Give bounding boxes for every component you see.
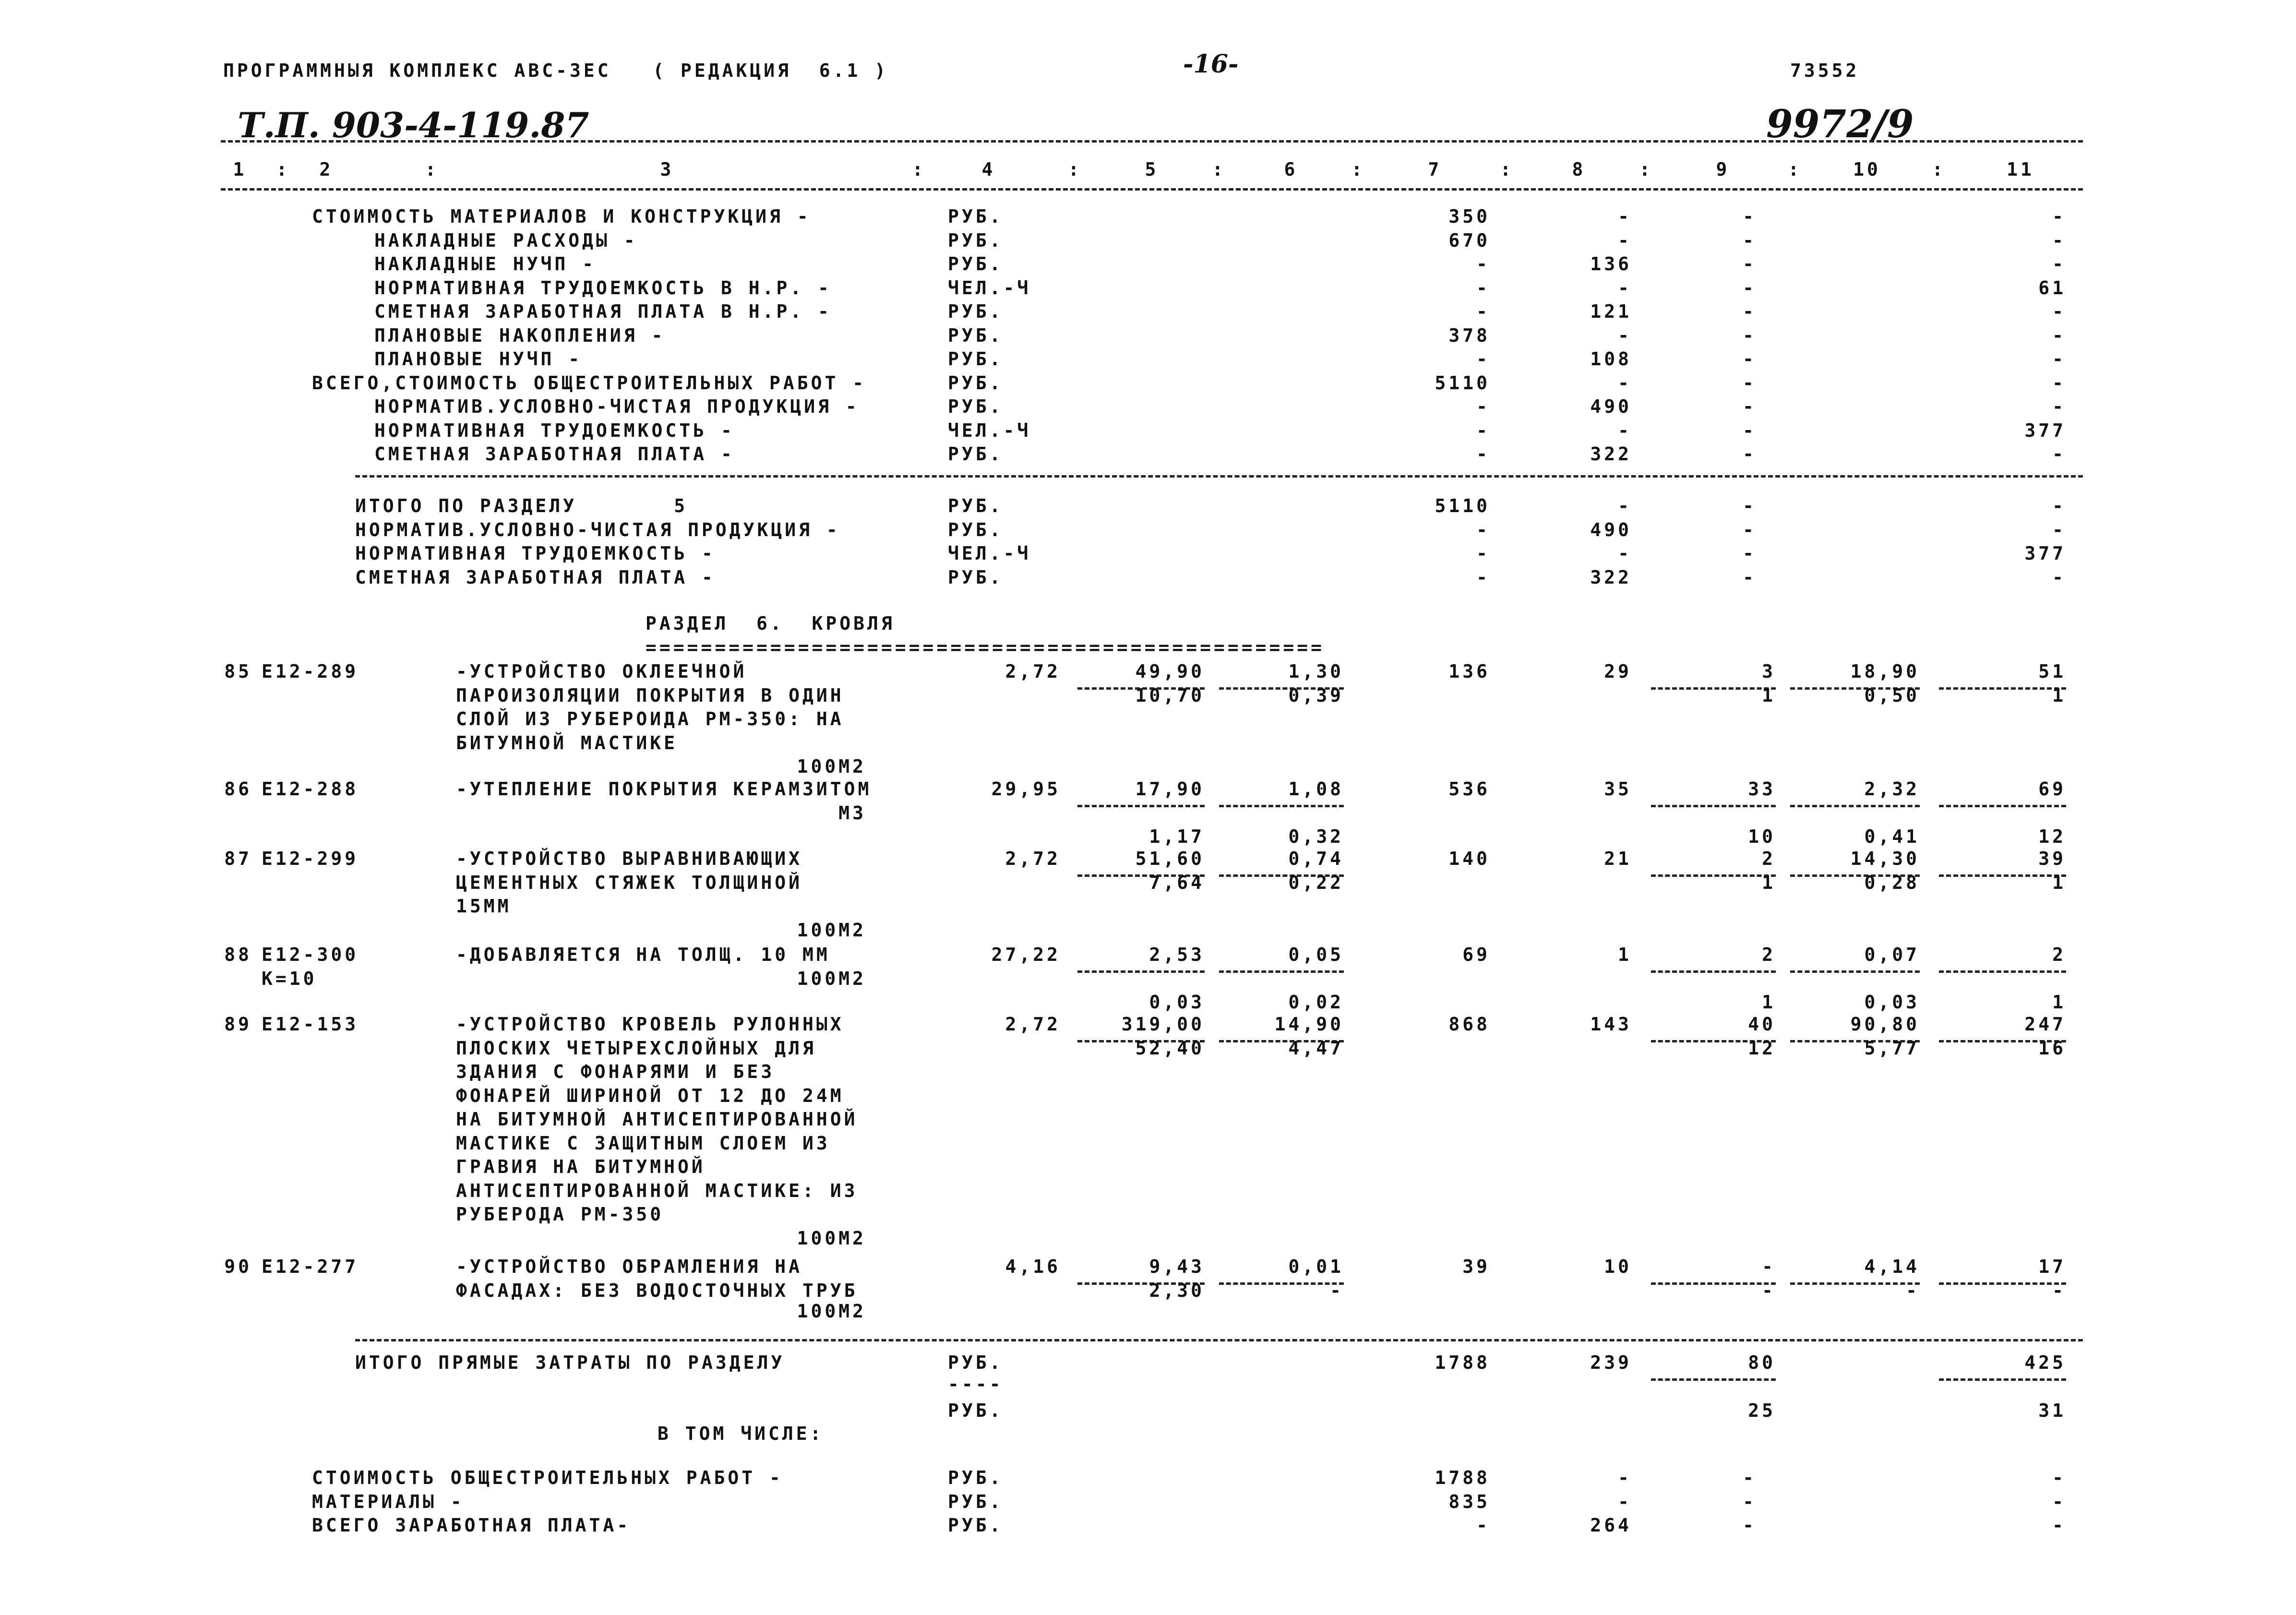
section-total-c9: - bbox=[1743, 566, 1757, 588]
column-separator: : bbox=[425, 159, 439, 180]
item-divider-c9 bbox=[1651, 1282, 1776, 1285]
item-quantity: 29,95 bbox=[991, 778, 1061, 800]
direct-costs-c8: 239 bbox=[1590, 1352, 1632, 1373]
item-divider-c9 bbox=[1651, 805, 1776, 807]
column-number: 3 bbox=[660, 159, 674, 180]
column-number: 9 bbox=[1716, 159, 1730, 180]
column-number: 4 bbox=[981, 159, 996, 180]
column-separator: : bbox=[1068, 159, 1082, 180]
summary-row-c11: - bbox=[2052, 443, 2066, 465]
breakdown-c11: - bbox=[2052, 1491, 2066, 1512]
section-total-c7: - bbox=[1476, 566, 1490, 588]
item-c5: 49,90 bbox=[1135, 661, 1205, 682]
summary-row-c9: - bbox=[1743, 348, 1757, 370]
summary-row-unit: РУБ. bbox=[948, 348, 1004, 370]
item-description-line: ЗДАНИЯ С ФОНАРЯМИ И БЕЗ bbox=[456, 1061, 775, 1082]
document-number: 73552 bbox=[1790, 60, 1860, 81]
item-c9-second: 1 bbox=[1762, 684, 1776, 706]
item-description-line: ПЛОСКИХ ЧЕТЫРЕХСЛОЙНЫХ ДЛЯ bbox=[456, 1037, 816, 1059]
summary-row-c8: 121 bbox=[1590, 301, 1632, 322]
item-c9: 3 bbox=[1762, 661, 1776, 682]
sheet-code: 9972/9 bbox=[1766, 101, 1914, 146]
item-divider-c5 bbox=[1077, 805, 1205, 807]
section-total-name: ИТОГО ПО РАЗДЕЛУ 5 bbox=[355, 495, 688, 516]
section-total-name: НОРМАТИВ.УСЛОВНО-ЧИСТАЯ ПРОДУКЦИЯ - bbox=[355, 519, 840, 540]
column-number: 5 bbox=[1145, 159, 1159, 180]
section-total-c9: - bbox=[1743, 519, 1757, 540]
summary-row-c8: - bbox=[1618, 324, 1632, 346]
item-c7: 69 bbox=[1462, 944, 1490, 965]
summary-row-c9: - bbox=[1743, 372, 1757, 394]
item-divider-c6 bbox=[1219, 1282, 1344, 1285]
column-number: 8 bbox=[1572, 159, 1586, 180]
item-c11-second: - bbox=[2052, 1280, 2066, 1301]
item-unit: 100М2 bbox=[797, 756, 866, 777]
summary-row-c9: - bbox=[1743, 253, 1757, 275]
breakdown-name: ВСЕГО ЗАРАБОТНАЯ ПЛАТА- bbox=[312, 1515, 631, 1536]
summary-row-unit: РУБ. bbox=[948, 206, 1004, 227]
item-c9: 2 bbox=[1762, 944, 1776, 965]
item-c9: 33 bbox=[1748, 778, 1776, 800]
item-c5: 2,53 bbox=[1149, 944, 1205, 965]
summary-row-c8: - bbox=[1618, 419, 1632, 441]
item-number: 88 bbox=[224, 944, 252, 965]
item-c10: 2,32 bbox=[1864, 778, 1920, 800]
item-c10-second: 0,50 bbox=[1864, 684, 1920, 706]
item-c10-second: 0,28 bbox=[1864, 872, 1920, 893]
item-divider-c10 bbox=[1790, 1282, 1920, 1285]
item-code: Е12-289 bbox=[262, 661, 359, 682]
item-divider-c11 bbox=[1939, 805, 2066, 807]
summary-row-name: СТОИМОСТЬ МАТЕРИАЛОВ И КОНСТРУКЦИЯ - bbox=[312, 206, 811, 227]
item-c9: 2 bbox=[1762, 848, 1776, 869]
item-unit: М3 bbox=[838, 802, 866, 824]
item-c9-second: 10 bbox=[1748, 826, 1776, 847]
item-description-line: ГРАВИЯ НА БИТУМНОЙ bbox=[456, 1156, 706, 1177]
header-rule-top bbox=[221, 140, 2083, 143]
item-c6-second: 0,02 bbox=[1288, 992, 1344, 1013]
direct-costs-c9: 80 bbox=[1748, 1352, 1776, 1373]
breakdown-unit: РУБ. bbox=[948, 1515, 1004, 1536]
item-code: Е12-300 bbox=[262, 944, 359, 965]
project-code: Т.П. 903-4-119.87 bbox=[238, 105, 589, 145]
column-number: 10 bbox=[1853, 159, 1881, 180]
column-number: 7 bbox=[1428, 159, 1442, 180]
item-c11: 2 bbox=[2052, 944, 2066, 965]
summary-row-unit: РУБ. bbox=[948, 372, 1004, 394]
item-number: 86 bbox=[224, 778, 252, 800]
summary-row-c7: - bbox=[1476, 443, 1490, 465]
item-c6: 1,08 bbox=[1288, 778, 1344, 800]
item-c5-second: 0,03 bbox=[1149, 992, 1205, 1013]
item-c10: 90,80 bbox=[1850, 1014, 1920, 1035]
summary-row-name: СМЕТНАЯ ЗАРАБОТНАЯ ПЛАТА - bbox=[374, 443, 735, 465]
breakdown-name: МАТЕРИАЛЫ - bbox=[312, 1491, 465, 1512]
summary-row-name: СМЕТНАЯ ЗАРАБОТНАЯ ПЛАТА В Н.Р. - bbox=[374, 301, 832, 322]
direct-costs-c9-second: 25 bbox=[1748, 1400, 1776, 1421]
item-c10-second: 0,03 bbox=[1864, 992, 1920, 1013]
summary-row-c9: - bbox=[1743, 396, 1757, 417]
breakdown-c9: - bbox=[1743, 1515, 1757, 1536]
item-description-line: -УТЕПЛЕНИЕ ПОКРЫТИЯ КЕРАМЗИТОМ bbox=[456, 778, 872, 800]
item-c9: - bbox=[1762, 1256, 1776, 1277]
breakdown-unit: РУБ. bbox=[948, 1467, 1004, 1488]
column-separator: : bbox=[1351, 159, 1365, 180]
item-description-line: -УСТРОЙСТВО КРОВЕЛЬ РУЛОННЫХ bbox=[456, 1014, 844, 1035]
summary-row-c11: 61 bbox=[2038, 277, 2066, 299]
summary-row-c8: - bbox=[1618, 277, 1632, 299]
item-c11: 51 bbox=[2038, 661, 2066, 682]
item-description-line: -ДОБАВЛЯЕТСЯ НА ТОЛЩ. 10 ММ bbox=[456, 944, 830, 965]
section-total-c8: 322 bbox=[1590, 566, 1632, 588]
item-c5-second: 1,17 bbox=[1149, 826, 1205, 847]
summary-row-c8: - bbox=[1618, 206, 1632, 227]
summary-row-c11: - bbox=[2052, 301, 2066, 322]
item-divider-c9 bbox=[1651, 687, 1776, 690]
summary-row-c8: 108 bbox=[1590, 348, 1632, 370]
summary-row-unit: РУБ. bbox=[948, 324, 1004, 346]
direct-costs-c11-second: 31 bbox=[2038, 1400, 2066, 1421]
summary-row-c11: - bbox=[2052, 372, 2066, 394]
column-number: 1 bbox=[233, 159, 247, 180]
summary-row-c9: - bbox=[1743, 206, 1757, 227]
item-code: Е12-277 bbox=[262, 1256, 359, 1277]
item-number: 89 bbox=[224, 1014, 252, 1035]
summary-row-c8: 136 bbox=[1590, 253, 1632, 275]
item-description-line: ФАСАДАХ: БЕЗ ВОДОСТОЧНЫХ ТРУБ bbox=[456, 1280, 858, 1301]
summary-row-name: ПЛАНОВЫЕ НАКОПЛЕНИЯ - bbox=[374, 324, 666, 346]
direct-costs-c7: 1788 bbox=[1435, 1352, 1490, 1373]
item-c6: 0,01 bbox=[1288, 1256, 1344, 1277]
item-description-line: БИТУМНОЙ МАСТИКЕ bbox=[456, 732, 678, 754]
summary-row-unit: РУБ. bbox=[948, 396, 1004, 417]
breakdown-c11: - bbox=[2052, 1515, 2066, 1536]
summary-row-unit: РУБ. bbox=[948, 253, 1004, 275]
column-separator: : bbox=[1639, 159, 1653, 180]
section-total-c9: - bbox=[1743, 495, 1757, 516]
item-description-line: РУБЕРОДА РМ-350 bbox=[456, 1204, 664, 1225]
summary-row-unit: ЧЕЛ.-Ч bbox=[948, 277, 1031, 299]
item-number: 87 bbox=[224, 848, 252, 869]
page-number: -16- bbox=[1183, 49, 1239, 79]
item-c6: 1,30 bbox=[1288, 661, 1344, 682]
column-number: 11 bbox=[2007, 159, 2034, 180]
summary-row-c7: - bbox=[1476, 396, 1490, 417]
item-c5: 17,90 bbox=[1135, 778, 1205, 800]
item-unit: 100М2 bbox=[797, 1227, 866, 1249]
column-number: 2 bbox=[319, 159, 334, 180]
item-description-line: АНТИСЕПТИРОВАННОЙ МАСТИКЕ: ИЗ bbox=[456, 1180, 858, 1201]
summary-row-c7: 378 bbox=[1448, 324, 1490, 346]
item-unit: 100М2 bbox=[797, 1301, 866, 1322]
section-total-c8: 490 bbox=[1590, 519, 1632, 540]
summary-row-c7: - bbox=[1476, 253, 1490, 275]
section-total-c9: - bbox=[1743, 543, 1757, 564]
summary-row-c11: - bbox=[2052, 253, 2066, 275]
item-c6-second: 4,47 bbox=[1288, 1037, 1344, 1059]
item-c8: 35 bbox=[1604, 778, 1632, 800]
section-title-underline: ================================================= bbox=[646, 637, 1325, 658]
summary-row-c11: - bbox=[2052, 229, 2066, 251]
summary-row-c11: - bbox=[2052, 396, 2066, 417]
section-total-unit: РУБ. bbox=[948, 519, 1004, 540]
item-c9-second: 1 bbox=[1762, 992, 1776, 1013]
summary-row-c11: - bbox=[2052, 348, 2066, 370]
item-description-line: МАСТИКЕ С ЗАЩИТНЫМ СЛОЕМ ИЗ bbox=[456, 1132, 830, 1154]
item-c6: 14,90 bbox=[1274, 1014, 1344, 1035]
summary-row-name: ВСЕГО,СТОИМОСТЬ ОБЩЕСТРОИТЕЛЬНЫХ РАБОТ - bbox=[312, 372, 867, 394]
item-c5-second: 2,30 bbox=[1149, 1280, 1205, 1301]
breakdown-unit: РУБ. bbox=[948, 1491, 1004, 1512]
item-c11: 17 bbox=[2038, 1256, 2066, 1277]
section-total-c11: 377 bbox=[2024, 543, 2066, 564]
summary-row-c8: - bbox=[1618, 372, 1632, 394]
column-separator: : bbox=[276, 159, 290, 180]
summary-row-c9: - bbox=[1743, 229, 1757, 251]
item-c11-second: 12 bbox=[2038, 826, 2066, 847]
column-separator: : bbox=[1932, 159, 1946, 180]
direct-costs-divider-c11 bbox=[1939, 1378, 2066, 1381]
item-description-line: -УСТРОЙСТВО ОКЛЕЕЧНОЙ bbox=[456, 661, 747, 682]
item-code-factor: К=10 bbox=[262, 968, 317, 989]
direct-costs-unit-dash: ---- bbox=[948, 1374, 1004, 1395]
summary-row-name: НОРМАТИВ.УСЛОВНО-ЧИСТАЯ ПРОДУКЦИЯ - bbox=[374, 396, 860, 417]
item-c8: 143 bbox=[1590, 1014, 1632, 1035]
item-c10-second: 0,41 bbox=[1864, 826, 1920, 847]
summary-row-c11: - bbox=[2052, 324, 2066, 346]
item-c7: 136 bbox=[1448, 661, 1490, 682]
breakdown-c7: 1788 bbox=[1435, 1467, 1490, 1488]
item-c8: 29 bbox=[1604, 661, 1632, 682]
item-divider-c11 bbox=[1939, 687, 2066, 690]
summary-row-c8: 322 bbox=[1590, 443, 1632, 465]
item-divider-c5 bbox=[1077, 970, 1205, 973]
summary-row-name: ПЛАНОВЫЕ НУЧП - bbox=[374, 348, 583, 370]
item-c5-second: 52,40 bbox=[1135, 1037, 1205, 1059]
item-description-line: -УСТРОЙСТВО ОБРАМЛЕНИЯ НА bbox=[456, 1256, 802, 1277]
summary-row-c7: 5110 bbox=[1435, 372, 1490, 394]
section-total-c11: - bbox=[2052, 519, 2066, 540]
item-quantity: 2,72 bbox=[1005, 848, 1061, 869]
item-c8: 1 bbox=[1618, 944, 1632, 965]
direct-costs-c11: 425 bbox=[2024, 1352, 2066, 1373]
summary-row-c7: - bbox=[1476, 348, 1490, 370]
item-c6-second: 0,22 bbox=[1288, 872, 1344, 893]
section-total-c7: - bbox=[1476, 543, 1490, 564]
column-number: 6 bbox=[1284, 159, 1298, 180]
column-separator: : bbox=[1500, 159, 1514, 180]
item-c6-second: 0,32 bbox=[1288, 826, 1344, 847]
item-quantity: 27,22 bbox=[991, 944, 1061, 965]
item-c9-second: - bbox=[1762, 1280, 1776, 1301]
summary-row-c9: - bbox=[1743, 443, 1757, 465]
item-c11-second: 1 bbox=[2052, 992, 2066, 1013]
item-divider-c11 bbox=[1939, 874, 2066, 877]
item-description-line: НА БИТУМНОЙ АНТИСЕПТИРОВАННОЙ bbox=[456, 1109, 858, 1130]
item-c10-second: 5,77 bbox=[1864, 1037, 1920, 1059]
summary-row-unit: ЧЕЛ.-Ч bbox=[948, 419, 1031, 441]
summary-row-unit: РУБ. bbox=[948, 443, 1004, 465]
item-c10: 14,30 bbox=[1850, 848, 1920, 869]
item-description-line: ЦЕМЕНТНЫХ СТЯЖЕК ТОЛЩИНОЙ bbox=[456, 872, 802, 893]
item-c10: 18,90 bbox=[1850, 661, 1920, 682]
item-description-line: СЛОЙ ИЗ РУБЕРОИДА РМ-350: НА bbox=[456, 708, 844, 730]
item-number: 85 bbox=[224, 661, 252, 682]
breakdown-c9: - bbox=[1743, 1467, 1757, 1488]
item-divider-c9 bbox=[1651, 970, 1776, 973]
item-divider-c10 bbox=[1790, 805, 1920, 807]
section-total-c7: - bbox=[1476, 519, 1490, 540]
section-rule bbox=[355, 1339, 2083, 1341]
item-quantity: 2,72 bbox=[1005, 1014, 1061, 1035]
item-c5-second: 7,64 bbox=[1149, 872, 1205, 893]
column-separator: : bbox=[912, 159, 926, 180]
summary-row-c8: - bbox=[1618, 229, 1632, 251]
section-total-unit: РУБ. bbox=[948, 566, 1004, 588]
summary-row-c9: - bbox=[1743, 277, 1757, 299]
direct-costs-unit: РУБ. bbox=[948, 1352, 1004, 1373]
item-c11: 247 bbox=[2024, 1014, 2066, 1035]
section-rule bbox=[355, 475, 2083, 478]
item-c7: 868 bbox=[1448, 1014, 1490, 1035]
item-divider-c6 bbox=[1219, 805, 1344, 807]
summary-row-name: НАКЛАДНЫЕ НУЧП - bbox=[374, 253, 597, 275]
item-description-line: ПАРОИЗОЛЯЦИИ ПОКРЫТИЯ В ОДИН bbox=[456, 684, 844, 706]
summary-row-name: НАКЛАДНЫЕ РАСХОДЫ - bbox=[374, 229, 638, 251]
breakdown-c7: 835 bbox=[1448, 1491, 1490, 1512]
program-header: ПРОГРАММНЫЯ КОМПЛЕКС АВС-ЗЕС ( РЕДАКЦИЯ 6.1 ) bbox=[223, 60, 889, 81]
section-total-name: СМЕТНАЯ ЗАРАБОТНАЯ ПЛАТА - bbox=[355, 566, 716, 588]
section-total-c8: - bbox=[1618, 543, 1632, 564]
summary-row-unit: РУБ. bbox=[948, 301, 1004, 322]
breakdown-c7: - bbox=[1476, 1515, 1490, 1536]
item-c6-second: 0,39 bbox=[1288, 684, 1344, 706]
item-code: Е12-299 bbox=[262, 848, 359, 869]
summary-row-c7: - bbox=[1476, 419, 1490, 441]
item-c6: 0,05 bbox=[1288, 944, 1344, 965]
item-c7: 536 bbox=[1448, 778, 1490, 800]
item-c11-second: 1 bbox=[2052, 872, 2066, 893]
item-c10-second: - bbox=[1906, 1280, 1920, 1301]
section-total-c11: - bbox=[2052, 495, 2066, 516]
item-description-line: ФОНАРЕЙ ШИРИНОЙ ОТ 12 ДО 24М bbox=[456, 1085, 844, 1106]
header-rule-bottom bbox=[221, 188, 2083, 191]
item-c9-second: 12 bbox=[1748, 1037, 1776, 1059]
item-c9: 40 bbox=[1748, 1014, 1776, 1035]
item-c10: 0,07 bbox=[1864, 944, 1920, 965]
item-c7: 39 bbox=[1462, 1256, 1490, 1277]
section-total-c7: 5110 bbox=[1435, 495, 1490, 516]
direct-costs-divider-c9 bbox=[1651, 1378, 1776, 1381]
item-divider-c11 bbox=[1939, 970, 2066, 973]
section-total-c11: - bbox=[2052, 566, 2066, 588]
item-c9-second: 1 bbox=[1762, 872, 1776, 893]
breakdown-c9: - bbox=[1743, 1491, 1757, 1512]
summary-row-name: НОРМАТИВНАЯ ТРУДОЕМКОСТЬ - bbox=[374, 419, 735, 441]
summary-row-c9: - bbox=[1743, 301, 1757, 322]
direct-costs-unit-second: РУБ. bbox=[948, 1400, 1004, 1421]
item-quantity: 2,72 bbox=[1005, 661, 1061, 682]
item-divider-c6 bbox=[1219, 970, 1344, 973]
direct-costs-title: ИТОГО ПРЯМЫЕ ЗАТРАТЫ ПО РАЗДЕЛУ bbox=[355, 1352, 785, 1373]
item-c5: 51,60 bbox=[1135, 848, 1205, 869]
breakdown-c11: - bbox=[2052, 1467, 2066, 1488]
breakdown-c8: - bbox=[1618, 1467, 1632, 1488]
item-code: Е12-288 bbox=[262, 778, 359, 800]
including-label: В ТОМ ЧИСЛЕ: bbox=[658, 1423, 824, 1444]
item-c11-second: 1 bbox=[2052, 684, 2066, 706]
summary-row-name: НОРМАТИВНАЯ ТРУДОЕМКОСТЬ В Н.Р. - bbox=[374, 277, 832, 299]
item-description-line: -УСТРОЙСТВО ВЫРАВНИВАЮЩИХ bbox=[456, 848, 802, 869]
breakdown-c8: - bbox=[1618, 1491, 1632, 1512]
column-separator: : bbox=[1788, 159, 1802, 180]
item-c6: 0,74 bbox=[1288, 848, 1344, 869]
item-c8: 21 bbox=[1604, 848, 1632, 869]
summary-row-c9: - bbox=[1743, 419, 1757, 441]
item-divider-c10 bbox=[1790, 970, 1920, 973]
summary-row-c11: - bbox=[2052, 206, 2066, 227]
item-divider-c11 bbox=[1939, 1282, 2066, 1285]
item-code: Е12-153 bbox=[262, 1014, 359, 1035]
summary-row-c11: 377 bbox=[2024, 419, 2066, 441]
section-title: РАЗДЕЛ 6. КРОВЛЯ bbox=[646, 613, 895, 634]
section-total-name: НОРМАТИВНАЯ ТРУДОЕМКОСТЬ - bbox=[355, 543, 716, 564]
item-c8: 10 bbox=[1604, 1256, 1632, 1277]
item-c5-second: 10,70 bbox=[1135, 684, 1205, 706]
item-unit: 100М2 bbox=[797, 968, 866, 989]
item-c11-second: 16 bbox=[2038, 1037, 2066, 1059]
item-c10: 4,14 bbox=[1864, 1256, 1920, 1277]
section-total-unit: РУБ. bbox=[948, 495, 1004, 516]
item-c11: 39 bbox=[2038, 848, 2066, 869]
item-divider-c9 bbox=[1651, 874, 1776, 877]
breakdown-c8: 264 bbox=[1590, 1515, 1632, 1536]
item-quantity: 4,16 bbox=[1005, 1256, 1061, 1277]
summary-row-c7: 350 bbox=[1448, 206, 1490, 227]
summary-row-c7: - bbox=[1476, 277, 1490, 299]
summary-row-c7: - bbox=[1476, 301, 1490, 322]
column-separator: : bbox=[1212, 159, 1226, 180]
summary-row-unit: РУБ. bbox=[948, 229, 1004, 251]
item-number: 90 bbox=[224, 1256, 252, 1277]
section-total-c8: - bbox=[1618, 495, 1632, 516]
item-c5: 9,43 bbox=[1149, 1256, 1205, 1277]
summary-row-c9: - bbox=[1743, 324, 1757, 346]
item-c11: 69 bbox=[2038, 778, 2066, 800]
section-total-unit: ЧЕЛ.-Ч bbox=[948, 543, 1031, 564]
summary-row-c8: 490 bbox=[1590, 396, 1632, 417]
item-unit: 100М2 bbox=[797, 919, 866, 941]
item-description-line: 15ММ bbox=[456, 896, 512, 917]
item-c6-second: - bbox=[1330, 1280, 1344, 1301]
summary-row-c7: 670 bbox=[1448, 229, 1490, 251]
item-c7: 140 bbox=[1448, 848, 1490, 869]
item-c5: 319,00 bbox=[1121, 1014, 1205, 1035]
breakdown-name: СТОИМОСТЬ ОБЩЕСТРОИТЕЛЬНЫХ РАБОТ - bbox=[312, 1467, 783, 1488]
